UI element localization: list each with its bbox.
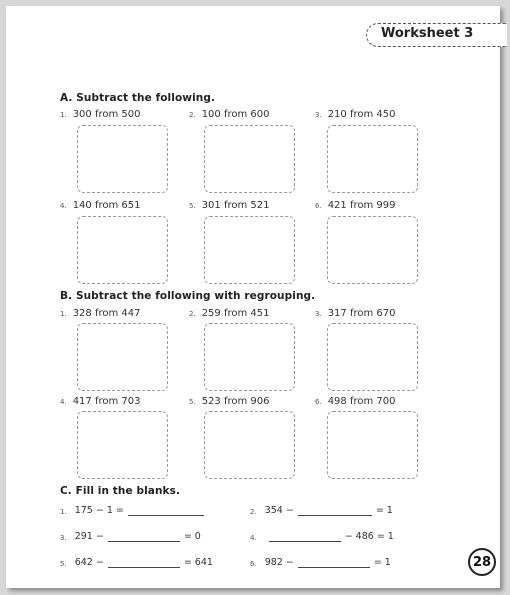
section-a-item-6: 6. 421 from 999 — [315, 200, 396, 211]
section-a-item-1: 1. 300 from 500 — [60, 109, 141, 120]
answer-box[interactable] — [327, 125, 418, 193]
answer-box[interactable] — [77, 323, 168, 391]
answer-box[interactable] — [327, 411, 418, 479]
section-a-item-4: 4. 140 from 651 — [60, 200, 141, 211]
page-number: 28 — [472, 554, 492, 570]
answer-box[interactable] — [77, 216, 168, 284]
fill-blank[interactable] — [108, 533, 180, 542]
section-b-item-5: 5. 523 from 906 — [189, 396, 270, 407]
answer-box[interactable] — [204, 411, 295, 479]
section-c-heading: C. Fill in the blanks. — [60, 485, 181, 497]
fill-blank[interactable] — [298, 507, 372, 516]
section-b-item-2: 2. 259 from 451 — [189, 308, 270, 319]
fill-item-2: 2. 354 − = 1 — [250, 505, 393, 516]
answer-box[interactable] — [204, 216, 295, 284]
answer-box[interactable] — [77, 125, 168, 193]
section-a-item-5: 5. 301 from 521 — [189, 200, 270, 211]
answer-box[interactable] — [327, 216, 418, 284]
worksheet-tab — [366, 23, 507, 47]
section-b-heading: B. Subtract the following with regrouping. — [60, 290, 316, 302]
answer-box[interactable] — [77, 411, 168, 479]
answer-box[interactable] — [204, 323, 295, 391]
worksheet-title: Worksheet 3 — [381, 26, 474, 41]
fill-item-1: 1. 175 − 1 = — [60, 505, 208, 516]
section-b-item-6: 6. 498 from 700 — [315, 396, 396, 407]
fill-blank[interactable] — [108, 559, 180, 568]
section-b-item-3: 3. 317 from 670 — [315, 308, 396, 319]
section-a-item-2: 2. 100 from 600 — [189, 109, 270, 120]
fill-item-6: 6. 982 − = 1 — [250, 557, 391, 568]
section-b-item-4: 4. 417 from 703 — [60, 396, 141, 407]
answer-box[interactable] — [327, 323, 418, 391]
section-a-item-3: 3. 210 from 450 — [315, 109, 396, 120]
page-number-badge — [468, 548, 496, 576]
fill-blank[interactable] — [298, 559, 370, 568]
section-a-heading: A. Subtract the following. — [60, 92, 216, 104]
answer-box[interactable] — [204, 125, 295, 193]
fill-blank[interactable] — [128, 507, 204, 516]
fill-item-3: 3. 291 − = 0 — [60, 531, 201, 542]
fill-blank[interactable] — [269, 533, 341, 542]
fill-item-5: 5. 642 − = 641 — [60, 557, 213, 568]
section-b-item-1: 1. 328 from 447 — [60, 308, 141, 319]
fill-item-4: 4. − 486 = 1 — [250, 531, 394, 542]
